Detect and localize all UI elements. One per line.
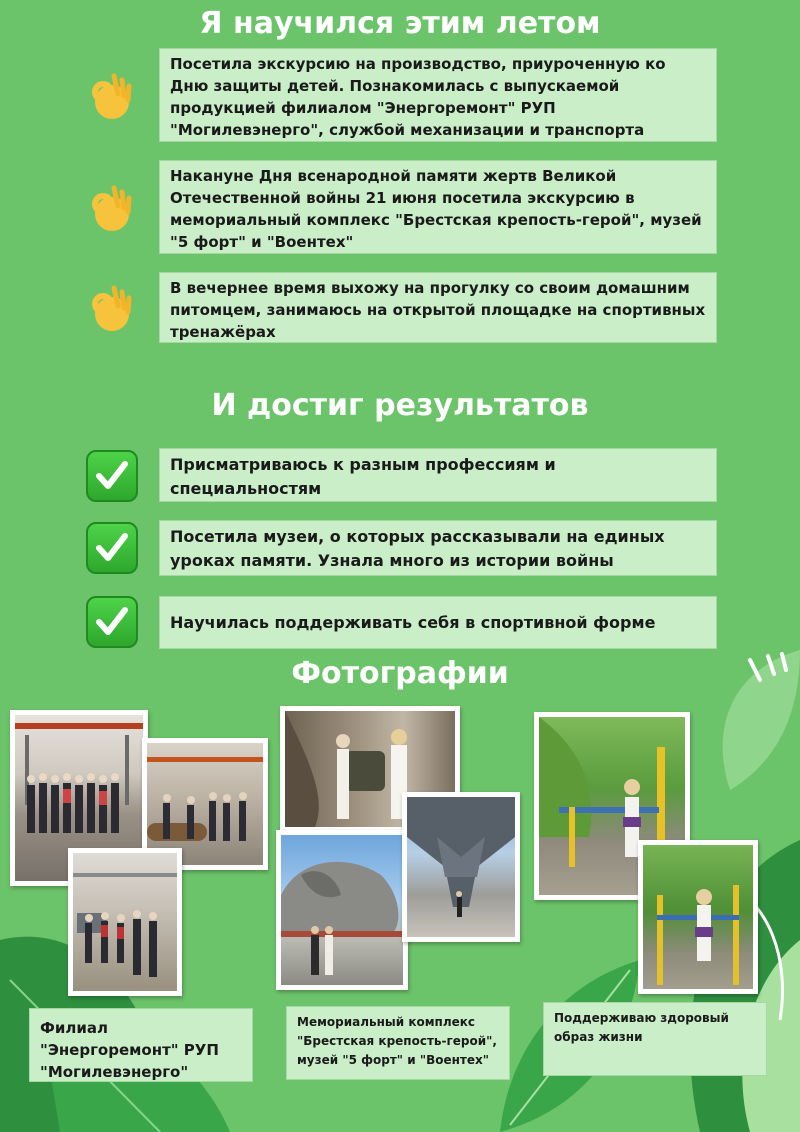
result-item-text: Присматриваюсь к разным профессиям и специальностям (170, 455, 556, 498)
check-mark-icon (86, 522, 138, 574)
heading-results: И достиг результатов (211, 388, 589, 423)
caption-factory-text: Филиал "Энергоремонт" РУП "Могилевэнерго" (40, 1019, 219, 1081)
photo-brest-fortress-monument (276, 830, 408, 990)
ok-hand-icon (88, 184, 134, 234)
heading-photos: Фотографии (291, 656, 509, 691)
learned-item-2 (159, 160, 717, 254)
ok-hand-icon (88, 72, 134, 122)
learned-item-text: Посетила экскурсию на производство, приуроченную ко Дню защиты детей. Познакомилась с выпускаемой продукцией филиалом "Энергоремонт" РУП "Могилевэнерго", службой механизации и транспорта (170, 55, 666, 139)
caption-memorial (286, 1006, 510, 1080)
learned-item-text: Накануне Дня всенародной памяти жертв Великой Отечественной войны 21 июня посетила экскурсию в мемориальный комплекс "Брестская крепость-герой", музей "5 форт" и "Воентех" (170, 167, 702, 251)
learned-item-1 (159, 48, 717, 142)
ok-hand-icon (88, 284, 134, 334)
check-mark-icon (86, 596, 138, 648)
check-mark-icon (86, 450, 138, 502)
caption-factory (29, 1008, 253, 1082)
result-item-text: Посетила музеи, о которых рассказывали на единых уроках памяти. Узнала много из истории войны (170, 527, 665, 570)
result-item-3 (159, 596, 717, 649)
learned-item-3 (159, 272, 717, 343)
caption-memorial-text: Мемориальный комплекс "Брестская крепость-герой", музей "5 форт" и "Воентех" (297, 1015, 497, 1067)
photo-star-monument (402, 792, 520, 942)
learned-item-text: В вечернее время выхожу на прогулку со своим домашним питомцем, занимаюсь на открытой площадке на спортивных тренажёрах (170, 279, 706, 341)
caption-sport-text: Поддерживаю здоровый образ жизни (554, 1011, 729, 1044)
caption-sport (543, 1002, 767, 1076)
heading-learned: Я научился этим летом (199, 6, 601, 41)
photo-exercise-machine (638, 840, 758, 994)
photo-factory-workshop (68, 848, 182, 996)
result-item-text: Научилась поддерживать себя в спортивной форме (170, 613, 656, 632)
result-item-1 (159, 448, 717, 502)
result-item-2 (159, 520, 717, 576)
